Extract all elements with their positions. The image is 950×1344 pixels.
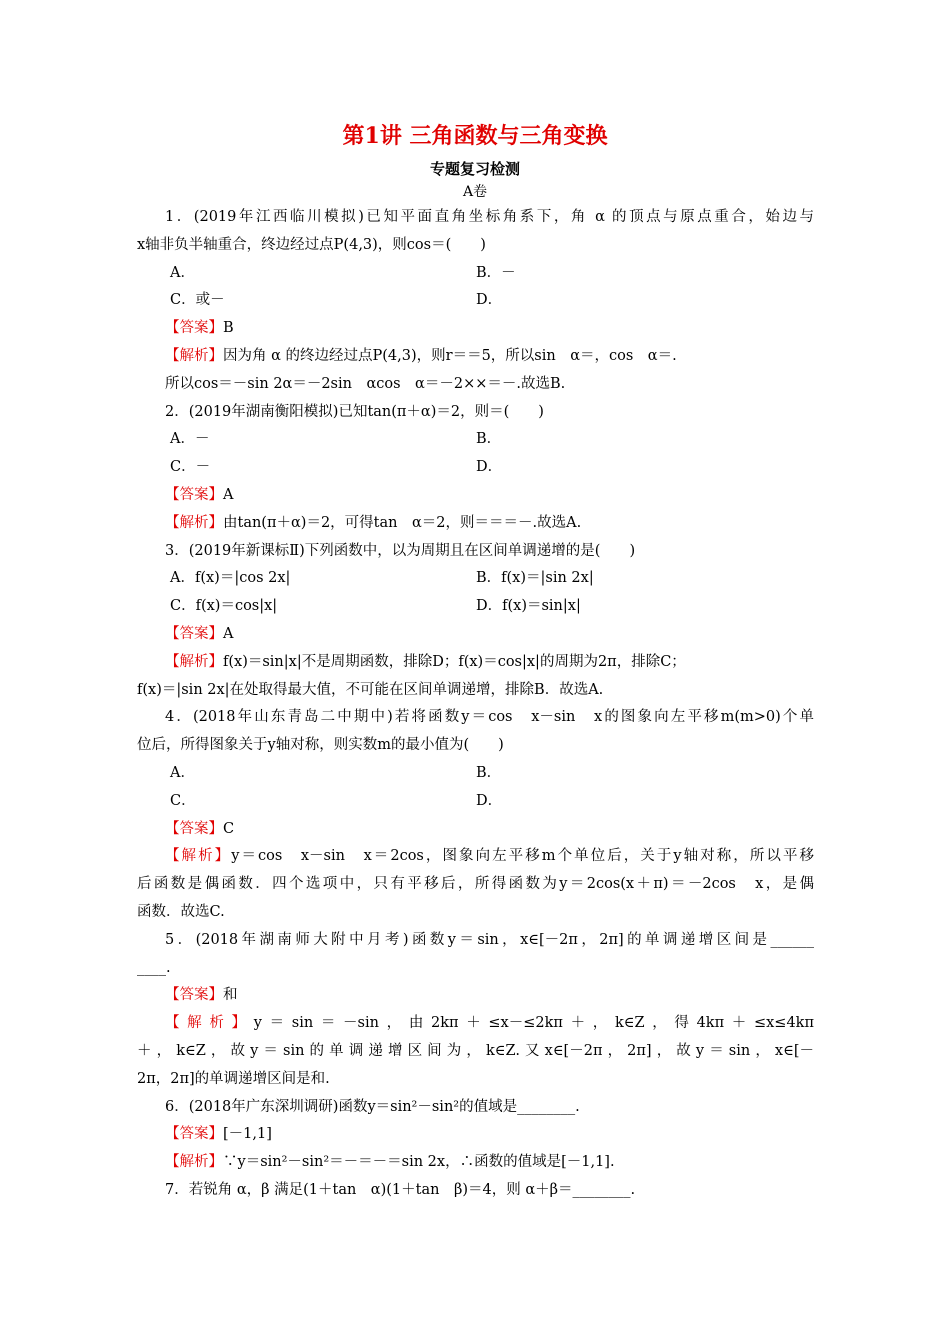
q4-analysis-line1: 【解析】y＝cos x－sin x＝2cos，图象向左平移m个单位后，关于y轴对称，所以平移	[165, 848, 814, 865]
analysis-tag: 【解析】	[165, 1154, 223, 1171]
q2-analysis: 【解析】由tan(π＋α)＝2，可得tan α＝2，则＝＝＝－.故选A.	[165, 514, 582, 531]
q2-option-c: C．－	[170, 459, 211, 476]
q4-option-c: C．	[170, 792, 196, 809]
q1-options-row2	[137, 287, 814, 315]
section-label: A卷	[462, 184, 488, 200]
q3-option-c: C．f(x)＝cos|x|	[170, 598, 278, 615]
q1-option-c: C．或－	[170, 292, 225, 309]
q3-option-b: B．f(x)＝|sin 2x|	[476, 570, 594, 587]
analysis-tag: 【解析】	[165, 1015, 254, 1032]
q3-stem: 3．(2019年新课标Ⅱ)下列函数中，以为周期且在区间单调递增的是( )	[165, 542, 636, 559]
q1-option-b: B．－	[476, 264, 516, 281]
q3-answer: 【答案】A	[165, 625, 234, 642]
q4-option-a: A．	[170, 764, 195, 781]
q5-stem-line1: 5．(2018年湖南师大附中月考)函数y＝sin，x∈[－2π，2π]的单调递增区间是______	[165, 931, 814, 948]
q6-analysis: 【解析】∵y＝sin²－sin²＝－＝－＝sin 2x，∴函数的值域是[－1,1].	[165, 1154, 615, 1171]
q1-answer: 【答案】B	[165, 320, 234, 337]
q1-stem-line1: 1．(2019年江西临川模拟)已知平面直角坐标角系下，角 α 的顶点与原点重合，始边与	[165, 209, 814, 225]
answer-tag: 【答案】	[165, 987, 223, 1004]
q3-options-row1	[137, 565, 814, 593]
q4-analysis-line3: 函数．故选C.	[137, 903, 225, 920]
q4-stem-line1: 4．(2018年山东青岛二中期中)若将函数y＝cos x－sin x的图象向左平移m(m>0)个单	[165, 709, 814, 726]
q1-stem-line2: x轴非负半轴重合，终边经过点P(4,3)，则cos＝( )	[137, 236, 486, 253]
q4-stem-line2: 位后，所得图象关于y轴对称，则实数m的最小值为( )	[137, 737, 504, 754]
q1-option-d: D．	[476, 292, 503, 309]
q2-options-row2	[137, 454, 814, 482]
answer-tag: 【答案】	[165, 320, 223, 337]
answer-tag: 【答案】	[165, 820, 223, 837]
q1-option-a: A．	[170, 264, 195, 281]
answer-tag: 【答案】	[165, 486, 223, 503]
q3-option-d: D．f(x)＝sin|x|	[476, 598, 581, 615]
q6-stem: 6．(2018年广东深圳调研)函数y＝sin²－sin²的值域是________.	[165, 1098, 580, 1115]
q1-analysis-line1: 【解析】因为角 α 的终边经过点P(4,3)，则r＝＝5，所以sin α＝，cos α＝.	[165, 347, 677, 364]
q2-stem: 2．(2019年湖南衡阳模拟)已知tan(π＋α)＝2，则＝( )	[165, 403, 544, 420]
q5-answer: 【答案】和	[165, 987, 238, 1004]
q3-analysis-line2: f(x)＝|sin 2x|在处取得最大值，不可能在区间单调递增，排除B．故选A.	[137, 681, 604, 698]
q4-answer: 【答案】C	[165, 820, 235, 837]
q5-analysis-line1: 【解析】y＝sin＝－sin，由2kπ＋≤x－≤2kπ＋，k∈Z，得4kπ＋≤x≤4kπ	[165, 1015, 814, 1032]
q2-answer: 【答案】A	[165, 486, 234, 503]
q1-options-row1	[137, 260, 814, 288]
q5-analysis-line3: 2π，2π]的单调递增区间是和.	[137, 1070, 330, 1087]
q1-analysis-line2: 所以cos＝－sin 2α＝－2sin αcos α＝－2××＝－.故选B.	[165, 375, 566, 392]
analysis-tag: 【解析】	[165, 653, 223, 670]
q6-answer: 【答案】[－1,1]	[165, 1126, 272, 1143]
q2-options-row1	[137, 426, 814, 454]
page-title: 第1讲 三角函数与三角变换	[342, 123, 608, 149]
q2-option-d: D．	[476, 459, 503, 476]
q4-analysis-line2: 后函数是偶函数．四个选项中，只有平移后，所得函数为y＝2cos(x＋π)＝－2cos x，是偶	[137, 876, 814, 893]
q4-option-d: D．	[476, 792, 503, 809]
q3-option-a: A．f(x)＝|cos 2x|	[170, 570, 291, 587]
analysis-tag: 【解析】	[165, 347, 223, 364]
q2-option-a: A．－	[170, 431, 210, 448]
analysis-tag: 【解析】	[165, 848, 232, 865]
q5-stem-line2: ____.	[137, 959, 171, 976]
answer-tag: 【答案】	[165, 1126, 223, 1143]
q3-analysis-line1: 【解析】f(x)＝sin|x|不是周期函数，排除D；f(x)＝cos|x|的周期为2π，排除C；	[165, 653, 686, 670]
q4-options-row1	[137, 760, 814, 788]
question-list	[137, 204, 814, 1205]
analysis-tag: 【解析】	[165, 514, 223, 531]
q3-options-row2	[137, 593, 814, 621]
q7-stem: 7．若锐角 α，β 满足(1＋tan α)(1＋tan β)＝4，则 α＋β＝________.	[165, 1181, 636, 1198]
q5-analysis-line2: ＋，k∈Z，故y＝sin的单调递增区间为，k∈Z.又x∈[－2π，2π]，故y＝sin，x∈[－	[137, 1042, 814, 1059]
q4-options-row2	[137, 788, 814, 816]
q2-option-b: B．	[476, 431, 502, 448]
q4-option-b: B．	[476, 764, 502, 781]
answer-tag: 【答案】	[165, 625, 223, 642]
page-subtitle: 专题复习检测	[429, 160, 520, 178]
